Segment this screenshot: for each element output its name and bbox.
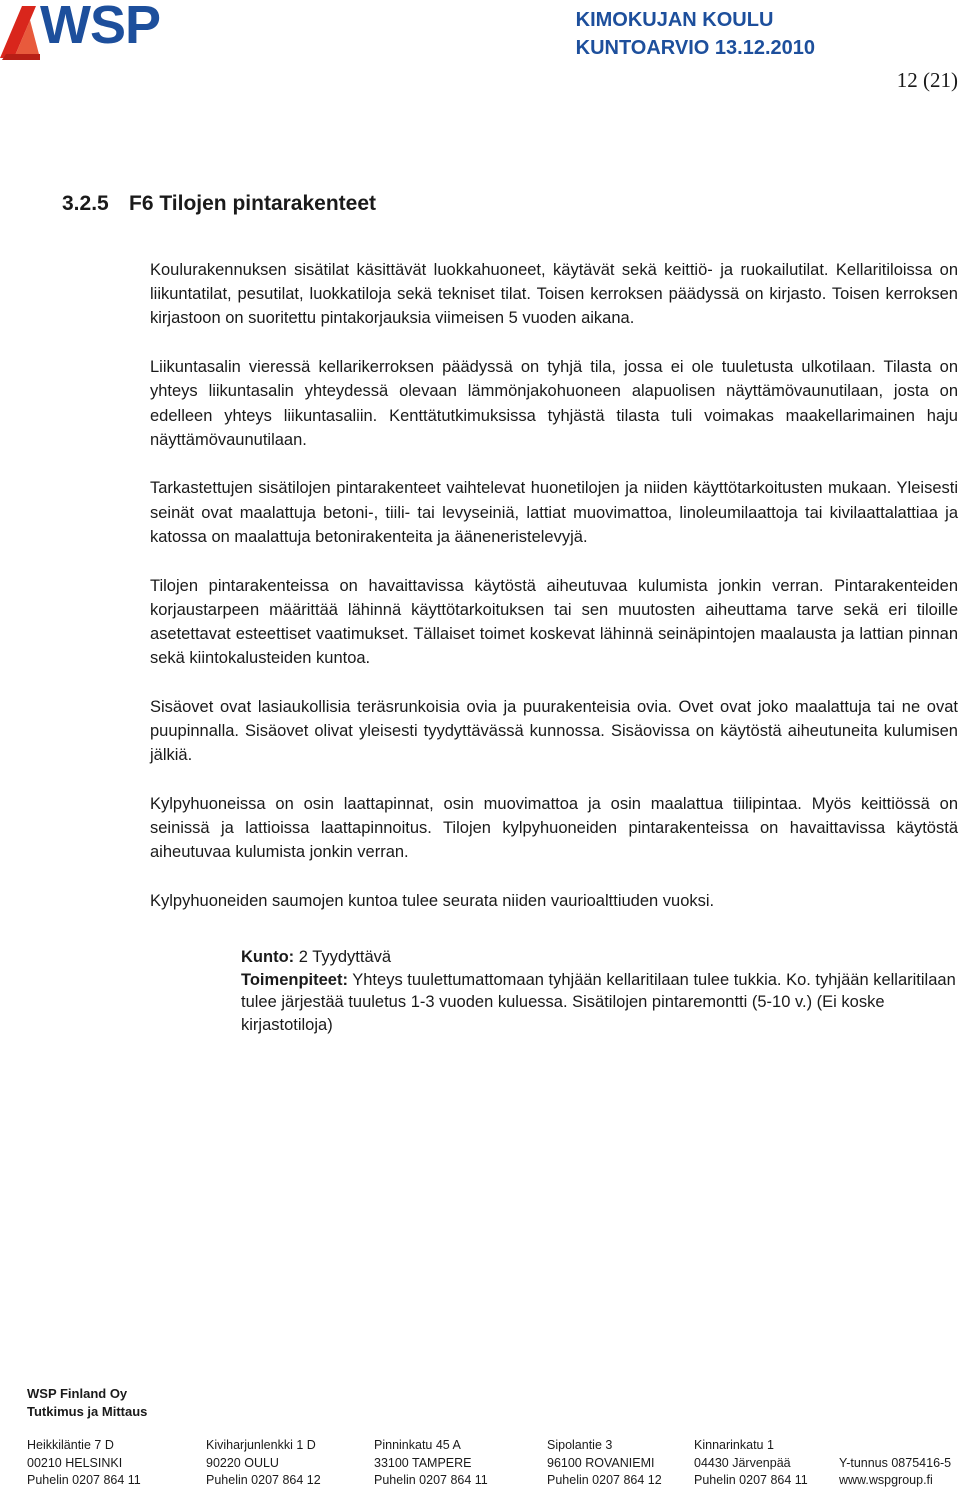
condition-label: Kunto: — [241, 948, 295, 966]
body-text — [150, 258, 958, 938]
paragraph: Koulurakennuksen sisätilat käsittävät luokkahuoneet, käytävät sekä keittiö- ja ruokailutilat. Kellaritiloissa on liikuntatilat, pesutilat, luokkatiloja sekä tekniset tilat. Toisen kerroksen päädyssä on kirjasto. Toisen kerroksen kirjastoon on suoritettu pintakorjauksia viimeisen 5 vuoden aikana. — [150, 261, 958, 328]
paragraph: Sisäovet ovat lasiaukollisia teräsrunkoisia ovia ja puurakenteisia ovia. Ovet ovat joko maalattuja tai ne ovat puupinnalla. Sisäovet olivat yleisesti tyydyttävässä kunnossa. Sisäovissa on käytöstä aiheutuneita kulumisen jälkiä. — [150, 697, 958, 765]
assessment-block — [241, 946, 957, 1036]
company-id-web — [839, 1437, 951, 1490]
section-title: F6 Tilojen pintarakenteet — [129, 192, 377, 215]
address-helsinki — [27, 1437, 141, 1490]
address-phone: Puhelin 0207 864 11 — [694, 1473, 808, 1487]
page-number: 12 (21) — [896, 68, 958, 92]
company-unit: Tutkimus ja Mittaus — [27, 1404, 148, 1419]
address-jarvenpaa — [694, 1437, 808, 1490]
address-phone: Puhelin 0207 864 11 — [374, 1473, 488, 1487]
address-phone: Puhelin 0207 864 12 — [206, 1473, 321, 1487]
address-phone: Puhelin 0207 864 11 — [27, 1473, 141, 1487]
empty-line — [839, 1437, 951, 1455]
address-street: Pinninkatu 45 A — [374, 1438, 461, 1452]
address-city: 00210 HELSINKI — [27, 1455, 123, 1470]
address-phone: Puhelin 0207 864 12 — [547, 1473, 662, 1487]
document-title-line1: KIMOKUJAN KOULU — [575, 9, 774, 31]
document-title — [576, 6, 815, 62]
paragraph: Kylpyhuoneiden saumojen kuntoa tulee seurata niiden vaurioalttiuden vuoksi. — [150, 892, 715, 911]
actions-value: Yhteys tuulettumattomaan tyhjään kellaritilaan tulee tukkia. Ko. tyhjään kellaritilaan tulee järjestää tuuletus 1-3 vuoden kuluessa. Sisätilojen pintaremontti (5-10 v.) (Ei koske kirjastotiloja) — [241, 970, 956, 1034]
address-rovaniemi — [547, 1437, 662, 1490]
condition-value: 2 Tyydyttävä — [298, 948, 392, 966]
paragraph: Kylpyhuoneissa on osin laattapinnat, osin muovimattoa ja osin maalattua tiilipintaa. Myös keittiössä on seinissä ja lattioissa laattapinnoitus. Tilojen kylpyhuoneiden pintarakenteissa on havaittavissa käytöstä aiheutuvaa kulumista jonkin verran. — [150, 794, 958, 862]
address-city: 04430 Järvenpää — [694, 1455, 791, 1470]
wsp-logo — [0, 0, 200, 64]
actions-line — [241, 969, 957, 1037]
section-heading — [62, 192, 376, 216]
document-title-line2: KUNTOARVIO 13.12.2010 — [575, 37, 815, 59]
address-city: 96100 ROVANIEMI — [547, 1455, 655, 1470]
logo-text: WSP — [40, 0, 161, 55]
address-tampere — [374, 1437, 488, 1490]
address-street: Kiviharjunlenkki 1 D — [206, 1438, 316, 1452]
paragraph: Liikuntasalin vieressä kellarikerroksen päädyssä on tyhjä tila, jossa ei ole tuuletusta ulkotilaan. Tilasta on yhteys liikuntasalin yhteydessä olevaan lämmönjakohuoneen alapuolisen näyttämövaunutilaan, josta on edelleen yhteys liikuntasaliin. Kenttätutkimuksissa tyhjästä tilasta tuli voimakas maakellarimainen haju näyttämövaunutilaan. — [150, 358, 958, 449]
address-oulu — [206, 1437, 321, 1490]
paragraph: Tarkastettujen sisätilojen pintarakenteet vaihtelevat huonetilojen ja niiden käyttötarkoitusten mukaan. Yleisesti seinät ovat maalattuja betoni-, tiili- tai levyseiniä, lattiat muovimattoa, linoleumilaattoja tai kivilaattalattiaa ja katossa on maalattuja betonirakenteita ja ääneneristelevyjä. — [150, 479, 958, 546]
address-street: Sipolantie 3 — [547, 1438, 613, 1452]
condition-line — [241, 946, 957, 969]
section-number: 3.2.5 — [62, 192, 109, 215]
footer-company — [27, 1385, 147, 1421]
website-link[interactable]: www.wspgroup.fi — [839, 1473, 933, 1487]
business-id: Y-tunnus 0875416-5 — [839, 1455, 952, 1470]
address-street: Kinnarinkatu 1 — [694, 1438, 774, 1452]
paragraph: Tilojen pintarakenteissa on havaittavissa käytöstä aiheutuvaa kulumista jonkin verran. Pintarakenteiden korjaustarpeen määrittää lähinnä käyttötarkoituksen tai sen muutosten aiheuttama tarve sekä eri tiloille asetettavat esteettiset vaatimukset. Tällaiset toimet koskevat lähinnä seinäpintojen maalausta ja lattian pinnan sekä kiintokalusteiden kuntoa. — [150, 576, 958, 668]
company-name: WSP Finland Oy — [27, 1386, 128, 1401]
address-street: Heikkiläntie 7 D — [27, 1438, 114, 1452]
address-city: 90220 OULU — [206, 1455, 279, 1470]
address-city: 33100 TAMPERE — [374, 1455, 472, 1470]
actions-label: Toimenpiteet: — [241, 970, 348, 989]
